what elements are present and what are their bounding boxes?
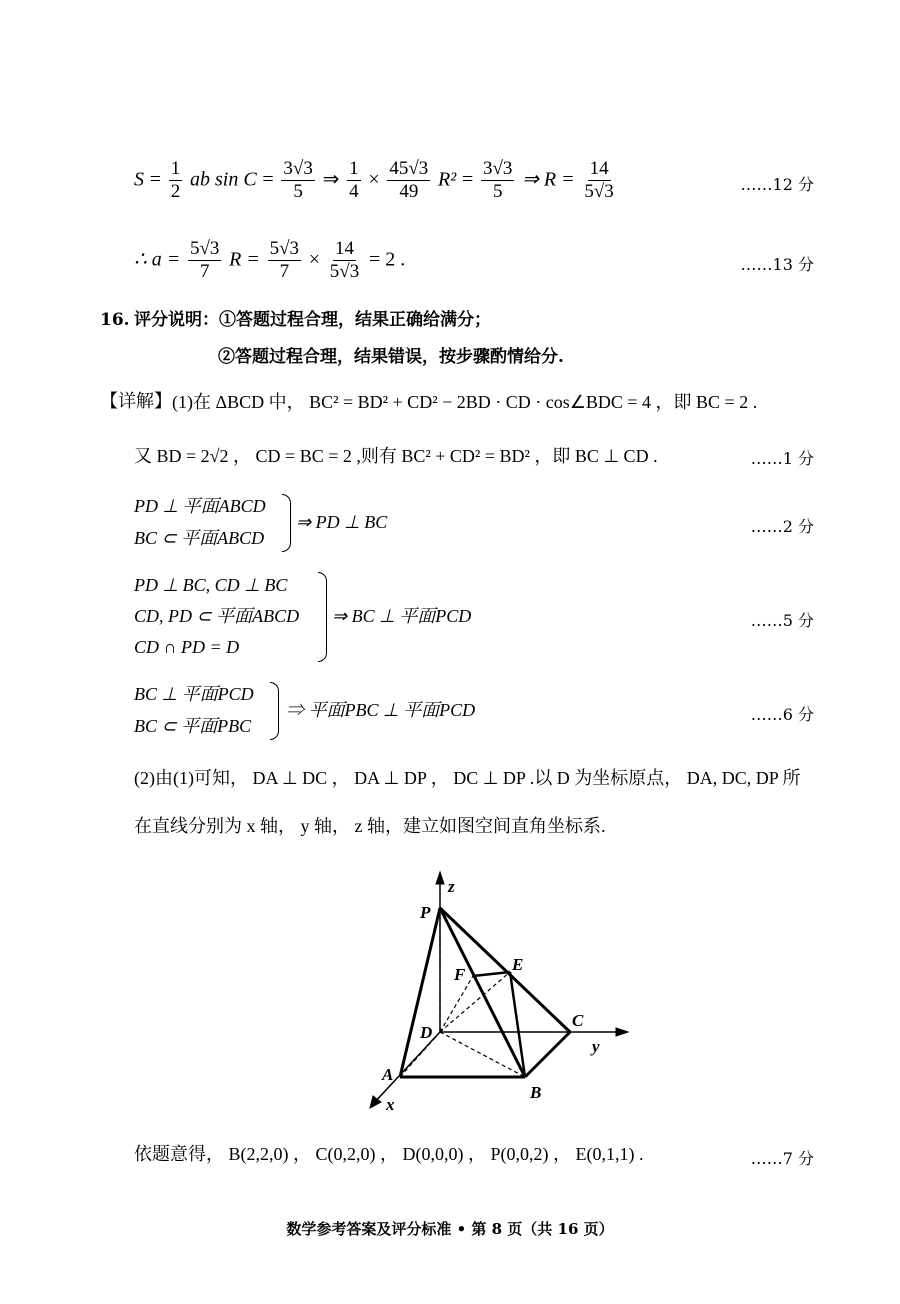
score-1: ……1 分	[750, 449, 814, 468]
area-formula-line: S = $\frac{1}{2}$ ab sin C = $\frac{3√3}{5}$ ⇒ $\frac{1}{4}$ × $\frac{45√3}{49}$ R² = $\frac{3√3}{5}$ ⇒ R = $\frac{14}{5√3}$	[134, 158, 614, 202]
label-d: D	[420, 1023, 433, 1042]
detail-label: 【详解】	[100, 391, 172, 412]
score-12: ……12 分	[740, 175, 814, 194]
fraction: $\frac{3√3}{5}$	[482, 158, 513, 202]
brace1-line1: PD ⊥ 平面ABCD	[134, 496, 266, 516]
label-p: P	[420, 903, 431, 922]
score-13: ……13 分	[740, 255, 814, 274]
brace1-result: ⇒ PD ⊥ BC	[296, 512, 388, 532]
label-y: y	[592, 1037, 600, 1056]
fraction: $\frac{3√3}{5}$	[283, 158, 313, 202]
q16-grading-b: ②答题过程合理，结果错误，按步骤酌情给分.	[218, 347, 564, 367]
brace3-line2: BC ⊂ 平面PBC	[134, 716, 252, 736]
label-a: A	[382, 1065, 394, 1084]
fraction: $\frac{1}{2}$	[170, 158, 181, 202]
detail-p3: (2)由(1)可知， DA ⊥ DC ， DA ⊥ DP ， DC ⊥ DP .以 D 为坐标原点， DA, DC, DP 所	[134, 768, 801, 788]
label-e: E	[512, 955, 524, 974]
label-x: x	[386, 1095, 395, 1114]
brace2-line2: CD, PD ⊂ 平面ABCD	[134, 606, 300, 626]
side-a-line: ∴ a = $\frac{5√3}{7}$ R = $\frac{5√3}{7}$ × $\frac{14}{5√3}$ = 2 .	[134, 238, 406, 282]
fraction: $\frac{14}{5√3}$	[584, 158, 614, 202]
q16-grading-a: 评分说明：①答题过程合理，结果正确给满分；	[134, 310, 491, 330]
detail-p1: (1)在 ΔBCD 中， BC² = BD² + CD² − 2BD · CD · cos∠BDC = 4 ，即 BC = 2 .	[172, 392, 758, 412]
score-7: ……7 分	[750, 1149, 814, 1168]
label-b: B	[530, 1083, 542, 1102]
fraction: $\frac{5√3}{7}$	[269, 238, 300, 282]
fraction: $\frac{14}{5√3}$	[329, 238, 360, 282]
label-f: F	[454, 965, 466, 984]
score-5: ……5 分	[750, 611, 814, 630]
brace1-line2: BC ⊂ 平面ABCD	[134, 528, 265, 548]
label-z: z	[448, 877, 455, 896]
fraction: $\frac{45√3}{49}$	[389, 158, 429, 202]
brace2-line3: CD ∩ PD = D	[134, 637, 240, 657]
score-2: ……2 分	[750, 517, 814, 536]
detail-p5: 依题意得， B(2,2,0) ， C(0,2,0) ， D(0,0,0) ， P(0,0,2) ， E(0,1,1) .	[134, 1144, 644, 1164]
fraction: $\frac{5√3}{7}$	[189, 238, 220, 282]
brace2-result: ⇒ BC ⊥ 平面PCD	[332, 606, 472, 626]
fraction: $\frac{1}{4}$	[349, 158, 359, 202]
label-c: C	[572, 1011, 584, 1030]
q16-number: 16.	[100, 310, 130, 330]
brace3-line1: BC ⊥ 平面PCD	[134, 684, 254, 704]
page-footer: 数学参考答案及评分标准 • 第 8 页（共 16 页）	[286, 1220, 614, 1238]
score-6: ……6 分	[750, 705, 814, 724]
detail-p2: 又 BD = 2√2 ， CD = BC = 2 ,则有 BC² + CD² = BD² ，即 BC ⊥ CD .	[134, 446, 658, 466]
brace2-line1: PD ⊥ BC, CD ⊥ BC	[134, 575, 288, 595]
brace3-result: ⇒ 平面PBC ⊥ 平面PCD	[286, 700, 476, 720]
s-symbol: S	[134, 168, 144, 191]
detail-p4: 在直线分别为 x 轴， y 轴， z 轴，建立如图空间直角坐标系.	[134, 816, 606, 836]
